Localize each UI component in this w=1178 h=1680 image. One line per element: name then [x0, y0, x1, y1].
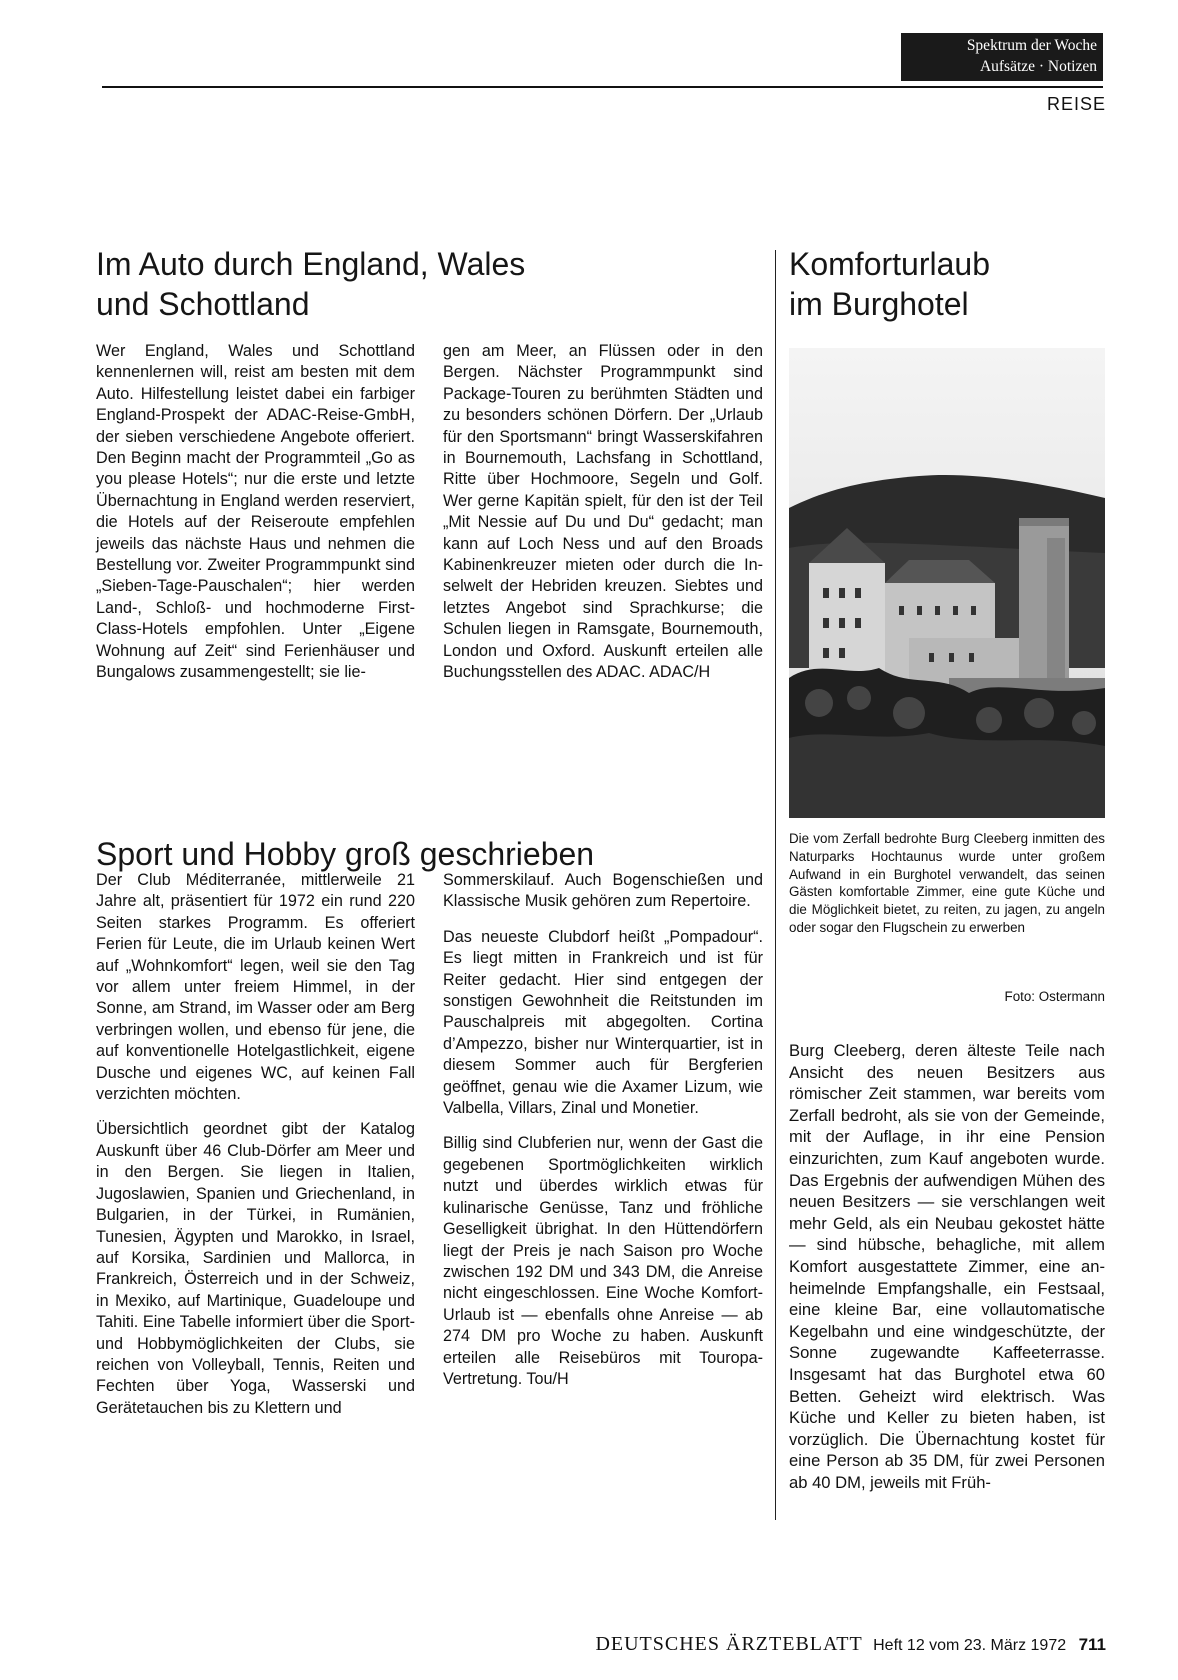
article-sport-paragraph: Übersichtlich geordnet gibt der Katalog Auskunft über 46 Club-Dörfer am Meer und in den Bergen. Sie liegen in Italien, Jugoslawien, Spanien und Griechenland, in Bulgarien, in der Türkei, in Rumänien, Tunesien, Ägypten und Marokko, in Israel, auf Korsika, Sardinien und Mallorca, in Frankreich, Österreich und in der Schweiz, in Mexiko, auf Martinique, Guadeloupe und Tahiti. Eine Tabelle informiert über die Sport- und Hobbymöglichkeiten der Clubs, sie reichen von Volleyball, Tennis, Reiten und Fechten über Yoga, Wasserski und Gerätetauchen bis zu Klettern und	[96, 1120, 415, 1417]
article-auto-title	[96, 244, 656, 324]
article-sport-paragraph: Der Club Méditerranée, mittlerweile 21 Jahre alt, präsentiert für 1972 ein rund 220 Seiten starkes Programm. Es offeriert Ferien für Leute, die im Urlaub keinen Wert auf „Wohnkomfort“ legen, weil sie den Tag vor allem unter freiem Himmel, in der Sonne, am Strand, im Wasser oder am Berg verbringen wollen, und ebenso für jene, die auf konventionelle Hotelgastlichkeit, eigene Dusche und eigenes WC, auf keinen Fall verzichten möchten.	[96, 871, 415, 1104]
header-rule	[102, 86, 1103, 88]
article-sport-column-1	[96, 870, 415, 1419]
magazine-name: DEUTSCHES ÄRZTEBLATT	[595, 1633, 863, 1655]
article-burg-paragraph: Burg Cleeberg, deren älteste Teile nach Ansicht des neuen Besitzers aus römischer Zeit stammen, war bereits vom Zerfall bedroht, als sie von der Gemeinde, mit der Auflage, in ihr eine Pension einzurichten, zum Kauf angeboten wurde. Das Ergebnis der aufwendigen Mühen des neuen Besitzers — sie verschlangen weit mehr Geld, als ein Neubau gekostet hätte — sind hübsche, behagliche, mit allem Komfort ausgestattete Zimmer, eine anheimelnde Empfangshalle, ein Festsaal, eine kleine Bar, eine vollautomatische Kegelbahn und eine windgeschützte, der Sonne zugewandte Kaffeeterrasse. Insgesamt hat das Burghotel etwa 60 Betten. Geheizt wird elektrisch. Was Küche und Keller zu bieten haben, ist vorzüglich. Die Übernachtung kostet für eine Person ab 35 DM, für zwei Personen ab 40 DM, jeweils mit Früh-	[789, 1041, 1105, 1492]
article-sport-paragraph: Billig sind Clubferien nur, wenn der Gast die gegebenen Sportmöglichkeiten wirklich nutzt und überdes wirklich etwas für kulinarische Genüsse, Tanz und fröhliche Geselligkeit übrighat. In den Hüttendörfern liegt der Preis je nach Saison pro Woche zwischen 192 DM und 343 DM, die Anreise nicht eingeschlossen. Eine Woche Komfort-Urlaub ist — ebenfalls ohne Anreise — ab 274 DM pro Woche zu haben. Auskunft erteilen alle Reisebüros mit Touropa-Vertretung. Tou/H	[443, 1134, 763, 1388]
section-label: REISE	[1046, 94, 1106, 114]
article-auto-column-1	[96, 341, 415, 684]
article-auto-column-2	[443, 341, 763, 684]
column-divider	[775, 250, 776, 1520]
article-auto-paragraph: Wer England, Wales und Schottland kennenlernen will, reist am besten mit dem Auto. Hilfestellung leistet dabei ein farbiger England-Prospekt der ADAC-Reise-GmbH, der sieben verschiedene Angebote offeriert. Den Beginn macht der Programmteil „Go as you please Hotels“; nur die erste und letzte Übernachtung in England werden reserviert, die Hotels auf der Reiseroute empfehlen jeweils das nächste Haus und nehmen die Bestellung vor. Zweiter Programmpunkt sind „Sieben-Tage-Pauschalen“; hier werden Land-, Schloß- und hochmoderne First-Class-Hotels empfohlen. Unter „Eigene Wohnung auf Zeit“ sind Ferienhäuser und Bungalows zusammengestellt; sie lie-	[96, 342, 415, 682]
photo-credit: Foto: Ostermann	[1004, 989, 1105, 1004]
article-auto-paragraph: gen am Meer, an Flüssen oder in den Bergen. Nächster Programmpunkt sind Package-Touren zu berühmten Städten und zu besonders schönen Dörfern. Der „Urlaub für den Sportsmann“ bringt Wasserskifahren in Bournemouth, Lachsfang in Schottland, Ritte über Hochmoore, Segeln und Golf. Wer gerne Kapitän spielt, für den ist der Teil „Mit Nessie auf Du und Du“ gedacht; man kann auf Loch Ness und auf den Broads Kabinenkreuzer mieten oder durch die Inselwelt der Hebriden kreuzen. Siebtes und letztes Angebot sind Sprachkurse; die Schulen liegen in Ramsgate, Bournemouth, London und Oxford. Auskunft erteilen alle Buchungsstellen des ADAC. ADAC/H	[443, 342, 763, 682]
article-sport-paragraph: Das neueste Clubdorf heißt „Pompadour“. Es liegt mitten in Frankreich und ist für Reiter gedacht. Hier sind entgegen der sonstigen Gewohnheit die Reitstunden im Pauschalpreis mit abgegolten. Cortina d’Ampezzo, bisher nur Winterquartier, ist in diesem Sommer auch für Bergferien geöffnet, genau wie die Axamer Lizum, wie Valbella, Villars, Zinal und Monetier.	[443, 927, 763, 1118]
article-sport-column-2	[443, 870, 763, 1390]
article-burg-title-line-2: im Burghotel	[789, 286, 969, 322]
castle-photo	[789, 348, 1105, 818]
article-sport-paragraph: Sommerskilauf. Auch Bogenschießen und Klassische Musik gehören zum Repertoire.	[443, 871, 763, 911]
issue-info: Heft 12 vom 23. März 1972	[873, 1637, 1067, 1654]
page-number: 711	[1078, 1635, 1106, 1654]
badge-line-2: Aufsätze · Notizen	[979, 58, 1097, 75]
article-burg-body	[789, 1040, 1105, 1493]
article-burg-title	[789, 244, 1109, 324]
badge-line-1: Spektrum der Woche	[966, 37, 1097, 54]
article-auto-title-line-2: und Schottland	[96, 286, 310, 322]
article-burg-title-line-1: Komforturlaub	[789, 246, 990, 282]
page-footer	[486, 1633, 1106, 1656]
photo-caption: Die vom Zerfall bedrohte Burg Cleeberg inmitten des Naturparks Hochtaunus wurde unter großem Aufwand in ein Burghotel verwandelt, das seinen Gästen komfortable Zimmer, eine gute Küche und die Möglichkeit bietet, zu reiten, zu jagen, zu angeln oder sogar den Flugschein zu erwerben	[789, 831, 1105, 935]
article-auto-title-line-1: Im Auto durch England, Wales	[96, 246, 526, 282]
article-sport-title: Sport und Hobby groß geschrieben	[96, 836, 595, 872]
section-badge	[901, 33, 1103, 81]
